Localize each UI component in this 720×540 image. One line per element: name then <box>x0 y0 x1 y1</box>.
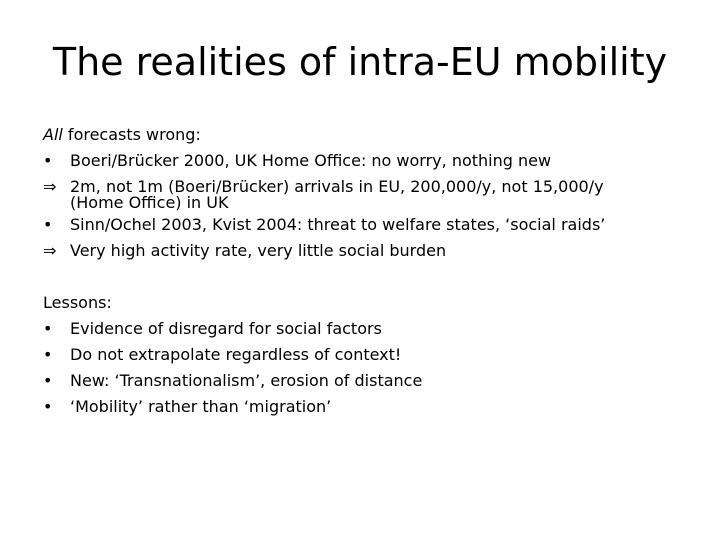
list-item-text: 2m, not 1m (Boeri/Brücker) arrivals in EU, 200,000/y, not 15,000/y <box>70 177 604 196</box>
list-item-text: New: ‘Transnationalism’, erosion of distance <box>70 371 423 390</box>
list-item-text: Sinn/Ochel 2003, Kvist 2004: threat to welfare states, ‘social raids’ <box>70 215 606 234</box>
list-item-text: ‘Mobility’ rather than ‘migration’ <box>70 397 332 416</box>
implies-arrow-icon: ⇒ <box>43 177 57 196</box>
heading-emphasis: All <box>43 125 63 144</box>
bullet-icon: • <box>43 397 53 416</box>
implies-arrow-icon: ⇒ <box>43 241 57 260</box>
list-item <box>43 316 703 342</box>
list-item-text: Boeri/Brücker 2000, UK Home Office: no worry, nothing new <box>70 151 552 170</box>
bullet-icon: • <box>43 319 53 338</box>
list-item-text: Evidence of disregard for social factors <box>70 319 382 338</box>
bullet-icon: • <box>43 215 53 234</box>
section-lessons-heading: Lessons: <box>43 293 112 312</box>
slide-title: The realities of intra-EU mobility <box>52 40 668 84</box>
list-item <box>43 368 703 394</box>
heading-text: forecasts wrong: <box>62 125 201 144</box>
list-item <box>43 394 703 420</box>
bullet-icon: • <box>43 151 53 170</box>
list-item-text: Very high activity rate, very little social burden <box>70 241 447 260</box>
list-item-text: (Home Office) in UK <box>70 193 229 212</box>
list-item <box>43 238 703 264</box>
list-item <box>43 342 703 368</box>
slide-body <box>43 122 703 420</box>
list-item-continuation <box>43 194 703 212</box>
bullet-icon: • <box>43 371 53 390</box>
section-forecasts-heading <box>43 122 703 148</box>
list-item <box>43 148 703 174</box>
list-item-text: Do not extrapolate regardless of context! <box>70 345 402 364</box>
bullet-icon: • <box>43 345 53 364</box>
section-spacer <box>43 264 703 290</box>
list-item <box>43 212 703 238</box>
